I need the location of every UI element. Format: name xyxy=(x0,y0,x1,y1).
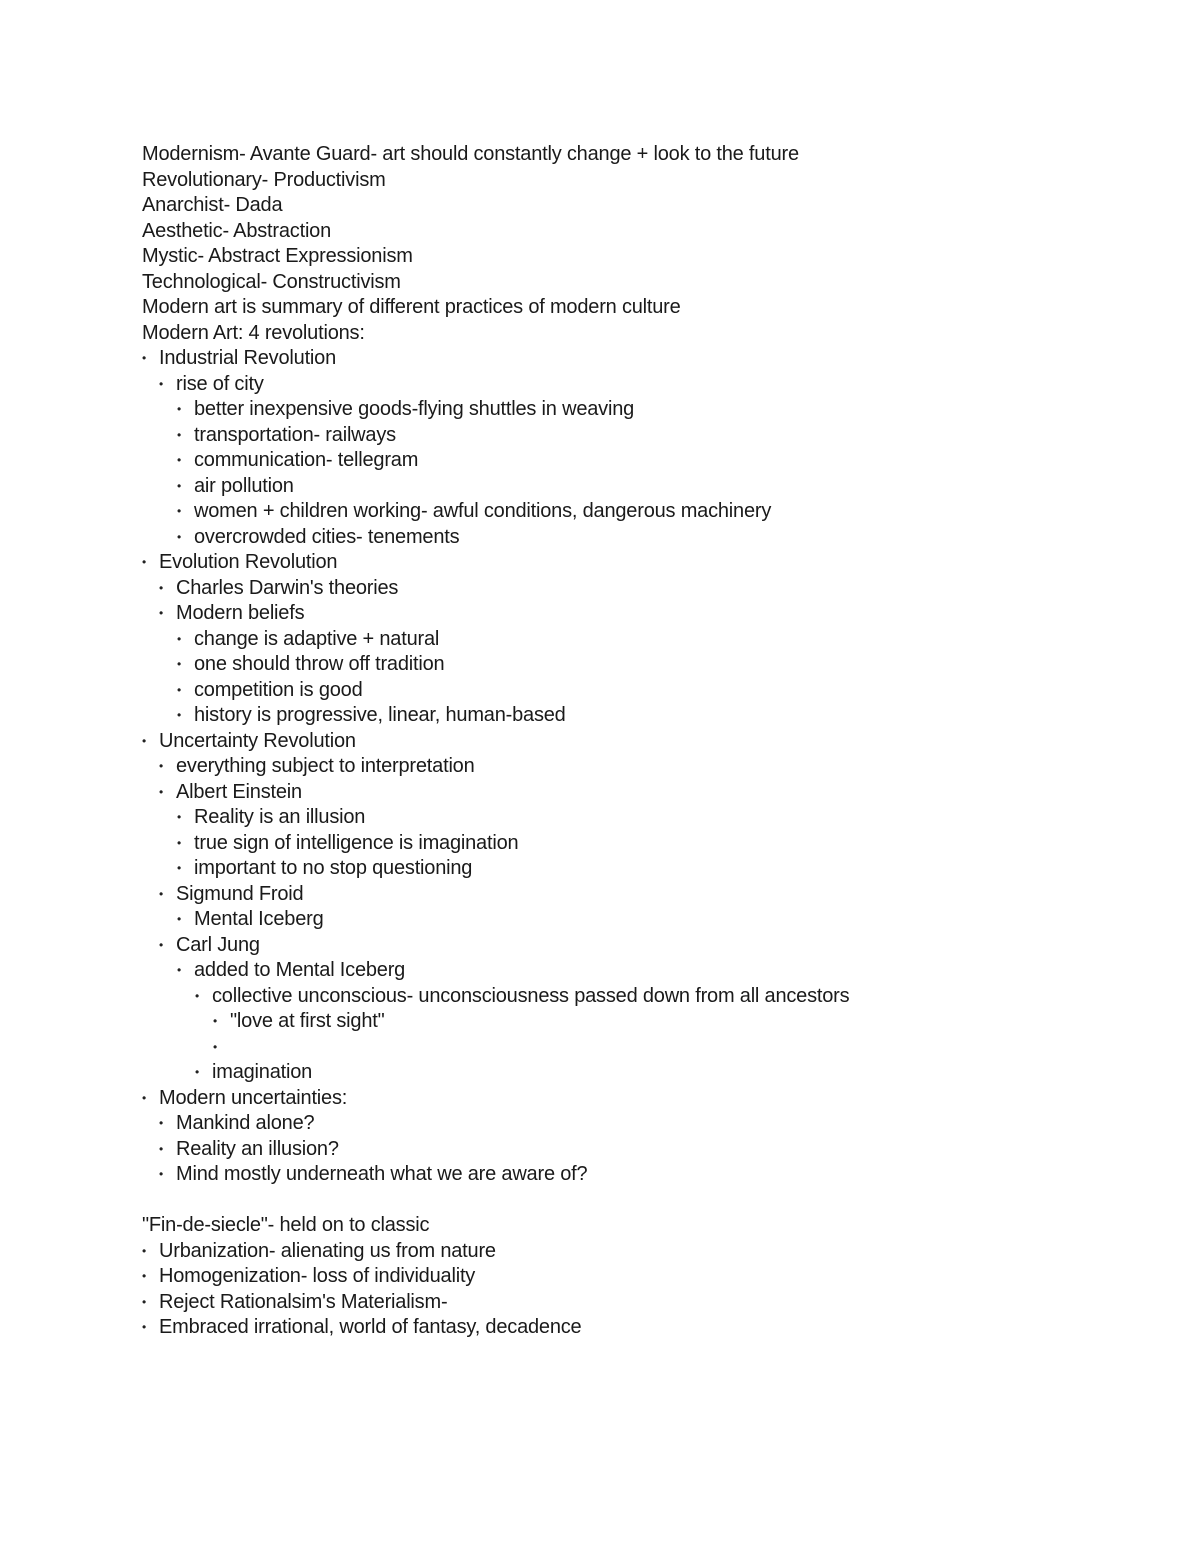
list-item xyxy=(142,907,1142,933)
list-item-text: transportation- railways xyxy=(194,423,396,446)
intro-line xyxy=(142,1213,1142,1239)
bullet-icon: • xyxy=(159,376,164,391)
list-item xyxy=(142,1162,1142,1188)
intro-line xyxy=(142,321,1142,347)
list-item xyxy=(142,1035,1142,1061)
bullet-icon: • xyxy=(177,810,182,824)
list-item-text: "love at first sight" xyxy=(230,1010,385,1032)
list-item-text: Mind mostly underneath what we are aware of? xyxy=(176,1163,588,1185)
list-item-text: one should throw off tradition xyxy=(194,653,445,675)
section-heading: "Fin-de-siecle"- held on to classic xyxy=(142,1214,430,1236)
bullet-icon: • xyxy=(142,1320,147,1334)
intro-line xyxy=(142,295,1142,321)
bullet-icon: • xyxy=(159,937,164,952)
bullet-icon: • xyxy=(159,759,164,773)
list-item xyxy=(142,1060,1142,1086)
bullet-icon: • xyxy=(142,1243,147,1258)
intro-line xyxy=(142,270,1142,296)
section-heading: Evolution Revolution xyxy=(159,551,338,573)
intro-text: Modernism- Avante Guard- art should constantly change + look to the future xyxy=(142,143,799,165)
list-item xyxy=(142,346,1142,372)
intro-text: Anarchist- Dada xyxy=(142,194,283,216)
list-item-text: imagination xyxy=(212,1061,313,1083)
intro-text: Technological- Constructivism xyxy=(142,270,401,293)
list-item-text: change is adaptive + natural xyxy=(194,627,440,650)
bullet-icon: • xyxy=(195,1065,200,1079)
bullet-icon: • xyxy=(177,963,182,977)
list-item-text: Modern beliefs xyxy=(176,602,305,624)
list-item xyxy=(142,448,1142,474)
bullet-icon: • xyxy=(177,861,182,875)
bullet-icon: • xyxy=(142,1269,147,1283)
bullet-icon: • xyxy=(177,453,182,467)
bullet-icon: • xyxy=(159,1141,164,1156)
list-item xyxy=(142,856,1142,882)
bullet-icon: • xyxy=(159,1167,164,1181)
list-item xyxy=(142,703,1142,729)
list-item xyxy=(142,958,1142,984)
intro-text: Mystic- Abstract Expressionism xyxy=(142,245,413,267)
list-item xyxy=(142,627,1142,653)
list-item-text: Urbanization- alienating us from nature xyxy=(159,1239,496,1262)
bullet-icon: • xyxy=(213,1039,218,1054)
bullet-icon: • xyxy=(177,708,182,722)
list-item-text: Reality is an illusion xyxy=(194,806,366,828)
bullet-icon: • xyxy=(159,606,164,620)
bullet-icon: • xyxy=(177,912,182,926)
notes-page xyxy=(142,142,1142,1341)
list-item xyxy=(142,984,1142,1010)
bullet-icon: • xyxy=(177,402,182,416)
bullet-icon: • xyxy=(177,631,182,646)
list-item xyxy=(142,780,1142,806)
bullet-icon: • xyxy=(177,504,182,518)
bullet-icon: • xyxy=(142,555,147,569)
list-item xyxy=(142,474,1142,500)
list-item-text: competition is good xyxy=(194,678,363,701)
list-item xyxy=(142,652,1142,678)
list-item-text: Albert Einstein xyxy=(176,780,302,803)
intro-line xyxy=(142,244,1142,270)
list-item xyxy=(142,372,1142,398)
list-item xyxy=(142,1290,1142,1316)
list-item xyxy=(142,729,1142,755)
list-item-text: collective unconscious- unconsciousness passed down from all ancestors xyxy=(212,984,850,1007)
list-item xyxy=(142,423,1142,449)
bullet-icon: • xyxy=(213,1014,218,1028)
list-item-text: communication- tellegram xyxy=(194,449,419,471)
list-item-text: Mankind alone? xyxy=(176,1112,315,1134)
bullet-icon: • xyxy=(159,1116,164,1130)
intro-text: Aesthetic- Abstraction xyxy=(142,219,332,242)
list-item-text: Homogenization- loss of individuality xyxy=(159,1265,476,1287)
section-heading: Uncertainty Revolution xyxy=(159,729,356,752)
list-item xyxy=(142,499,1142,525)
list-item xyxy=(142,754,1142,780)
list-item-text: better inexpensive goods-flying shuttles in weaving xyxy=(194,398,635,420)
bullet-icon: • xyxy=(177,478,182,493)
bullet-icon: • xyxy=(142,1294,147,1309)
bullet-icon: • xyxy=(159,580,164,595)
list-item xyxy=(142,525,1142,551)
list-item xyxy=(142,397,1142,423)
list-item xyxy=(142,1111,1142,1137)
bullet-icon: • xyxy=(159,784,164,799)
intro-text: Revolutionary- Productivism xyxy=(142,168,386,191)
intro-line xyxy=(142,142,1142,168)
list-item-text: everything subject to interpretation xyxy=(176,755,475,777)
list-item-text: true sign of intelligence is imagination xyxy=(194,831,519,854)
list-item-text: Reality an illusion? xyxy=(176,1137,339,1160)
list-item-text: women + children working- awful conditions, dangerous machinery xyxy=(194,500,772,522)
list-item xyxy=(142,1239,1142,1265)
list-item xyxy=(142,1086,1142,1112)
list-item xyxy=(142,805,1142,831)
list-item xyxy=(142,576,1142,602)
list-item-text: overcrowded cities- tenements xyxy=(194,525,460,548)
list-item xyxy=(142,882,1142,908)
list-item xyxy=(142,933,1142,959)
list-item-text: Carl Jung xyxy=(176,933,260,956)
bullet-icon: • xyxy=(159,886,164,901)
list-item xyxy=(142,550,1142,576)
list-item-text: Sigmund Froid xyxy=(176,882,304,905)
bullet-icon: • xyxy=(142,351,147,365)
list-item-text: important to no stop questioning xyxy=(194,857,473,879)
list-item-text: Charles Darwin's theories xyxy=(176,576,399,599)
list-item-text: added to Mental Iceberg xyxy=(194,959,406,981)
list-item xyxy=(142,1137,1142,1163)
list-item-text: rise of city xyxy=(176,372,264,395)
bullet-icon: • xyxy=(177,657,182,671)
list-item-text: Reject Rationalsim's Materialism- xyxy=(159,1290,448,1313)
section-heading: Modern uncertainties: xyxy=(159,1086,348,1109)
list-item xyxy=(142,1315,1142,1341)
intro-line xyxy=(142,168,1142,194)
intro-line xyxy=(142,219,1142,245)
list-item-text: history is progressive, linear, human-based xyxy=(194,704,566,726)
bullet-icon: • xyxy=(142,733,147,748)
intro-text: Modern Art: 4 revolutions: xyxy=(142,321,365,344)
bullet-icon: • xyxy=(177,682,182,697)
intro-line xyxy=(142,193,1142,219)
list-item xyxy=(142,1009,1142,1035)
list-item xyxy=(142,831,1142,857)
list-item-text: air pollution xyxy=(194,474,294,497)
list-item xyxy=(142,1264,1142,1290)
bullet-icon: • xyxy=(177,529,182,544)
list-item xyxy=(142,601,1142,627)
list-item-text: Embraced irrational, world of fantasy, decadence xyxy=(159,1316,582,1338)
bullet-icon: • xyxy=(195,988,200,1003)
bullet-icon: • xyxy=(142,1090,147,1105)
bullet-icon: • xyxy=(177,427,182,442)
bullet-icon: • xyxy=(177,835,182,850)
section-heading: Industrial Revolution xyxy=(159,347,337,369)
list-item-text: Mental Iceberg xyxy=(194,908,324,930)
list-item xyxy=(142,678,1142,704)
intro-text: Modern art is summary of different practices of modern culture xyxy=(142,296,681,318)
blank-line xyxy=(142,1188,1142,1214)
